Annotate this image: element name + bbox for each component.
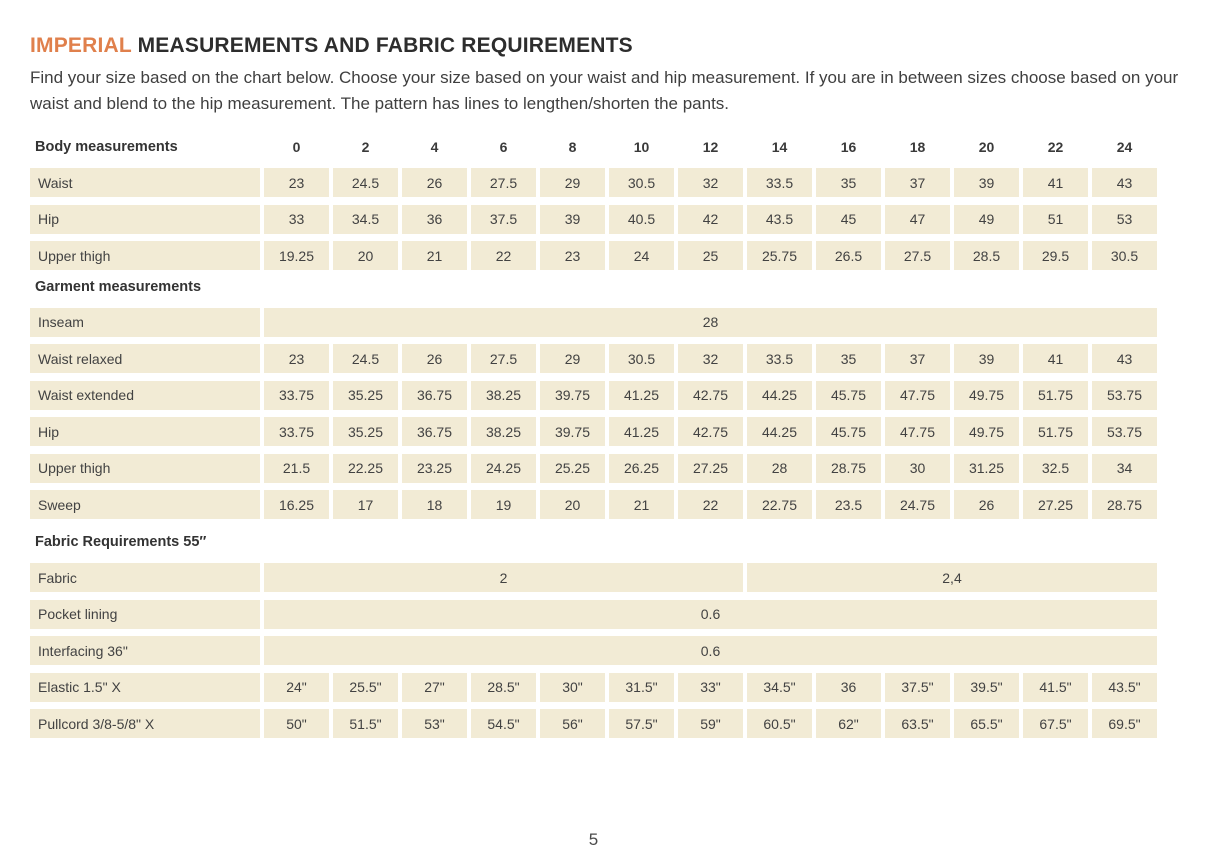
row-label: Waist relaxed [30,344,260,373]
value-cell: 25.25 [540,454,605,483]
value-cell: 28.75 [1092,490,1157,519]
value-cell: 19.25 [264,241,329,270]
table-row [30,205,1157,234]
row-label: Sweep [30,490,260,519]
value-cell: 29 [540,168,605,197]
value-cell: 32 [678,168,743,197]
intro-paragraph: Find your size based on the chart below. Choose your size based on your waist and hip measurement. If you are in between sizes choose based on your waist and blend to the hip measurement. The pattern has lines to lengthen/shorten the pants. [30,68,1179,113]
value-cell: 40.5 [609,205,674,234]
size-chart [30,138,1190,738]
title-rest: MEASUREMENTS AND FABRIC REQUIREMENTS [131,34,633,57]
page-title [30,34,1190,57]
row-label: Interfacing 36" [30,636,260,665]
value-cell: 18 [402,490,467,519]
row-label: Pocket lining [30,600,260,629]
table-row [30,381,1157,410]
span-value-cell: 2 [264,563,743,592]
value-cell: 54.5" [471,709,536,738]
value-cell: 45.75 [816,381,881,410]
size-column-header: 16 [840,139,857,155]
value-cell: 39 [540,205,605,234]
value-cell: 35.25 [333,381,398,410]
value-cell: 34 [1092,454,1157,483]
value-cell: 35 [816,344,881,373]
span-value-cell: 2,4 [747,563,1157,592]
table-row [30,344,1157,373]
value-cell: 41 [1023,344,1088,373]
section-rows [30,308,1190,520]
value-cell: 42 [678,205,743,234]
value-cell: 28.75 [816,454,881,483]
value-cell: 33.5 [747,344,812,373]
row-label: Elastic 1.5" X [30,673,260,702]
value-cell: 56" [540,709,605,738]
size-column-header: 20 [978,139,995,155]
value-cell: 36.75 [402,417,467,446]
row-label: Upper thigh [30,454,260,483]
value-cell: 24.5 [333,168,398,197]
table-row [30,241,1157,270]
value-cell: 30.5 [1092,241,1157,270]
value-cell: 26 [402,344,467,373]
value-cell: 41.25 [609,381,674,410]
section-header-label: Fabric Requirements 55″ [35,534,207,550]
value-cell: 38.25 [471,381,536,410]
row-label: Inseam [30,308,260,337]
size-column-header: 18 [909,139,926,155]
section-header-label: Garment measurements [35,278,202,295]
value-cell: 39.75 [540,417,605,446]
size-column-header: 10 [633,139,650,155]
size-column-header: 14 [771,139,788,155]
value-cell: 57.5" [609,709,674,738]
value-cell: 42.75 [678,381,743,410]
size-column-header: 2 [361,139,370,155]
value-cell: 49.75 [954,417,1019,446]
value-cell: 23.5 [816,490,881,519]
value-cell: 30.5 [609,344,674,373]
value-cell: 30.5 [609,168,674,197]
value-cell: 23 [540,241,605,270]
value-cell: 51.75 [1023,417,1088,446]
value-cell: 22.75 [747,490,812,519]
row-label: Pullcord 3/8-5/8" X [30,709,260,738]
value-cell: 41.5" [1023,673,1088,702]
value-cell: 22 [471,241,536,270]
value-cell: 38.25 [471,417,536,446]
value-cell: 23.25 [402,454,467,483]
value-cell: 25.75 [747,241,812,270]
value-cell: 28 [747,454,812,483]
value-cell: 67.5" [1023,709,1088,738]
value-cell: 26.25 [609,454,674,483]
row-label: Upper thigh [30,241,260,270]
value-cell: 33.75 [264,417,329,446]
value-cell: 23 [264,168,329,197]
value-cell: 34.5" [747,673,812,702]
value-cell: 21.5 [264,454,329,483]
size-column-header: 24 [1116,139,1133,155]
page-number: 5 [588,830,599,849]
value-cell: 26 [402,168,467,197]
value-cell: 37.5" [885,673,950,702]
value-cell: 19 [471,490,536,519]
value-cell: 43.5 [747,205,812,234]
table-row [30,709,1157,738]
value-cell: 21 [609,490,674,519]
value-cell: 60.5" [747,709,812,738]
value-cell: 35 [816,168,881,197]
value-cell: 63.5" [885,709,950,738]
value-cell: 33 [264,205,329,234]
table-row [30,417,1157,446]
value-cell: 47.75 [885,417,950,446]
value-cell: 44.25 [747,381,812,410]
value-cell: 36 [402,205,467,234]
value-cell: 30 [885,454,950,483]
value-cell: 53.75 [1092,417,1157,446]
value-cell: 37.5 [471,205,536,234]
value-cell: 27" [402,673,467,702]
size-column-header: 8 [568,139,577,155]
value-cell: 43 [1092,168,1157,197]
value-cell: 24.5 [333,344,398,373]
size-column-header: 6 [499,139,508,155]
value-cell: 20 [333,241,398,270]
table-row [30,308,1157,337]
value-cell: 44.25 [747,417,812,446]
title-highlight: IMPERIAL [30,34,132,57]
value-cell: 27.5 [471,168,536,197]
value-cell: 37 [885,344,950,373]
value-cell: 62" [816,709,881,738]
value-cell: 39 [954,168,1019,197]
value-cell: 39.75 [540,381,605,410]
value-cell: 24.75 [885,490,950,519]
value-cell: 51.75 [1023,381,1088,410]
section-rows [30,563,1190,738]
value-cell: 22 [678,490,743,519]
value-cell: 59" [678,709,743,738]
value-cell: 16.25 [264,490,329,519]
value-cell: 36 [816,673,881,702]
value-cell: 23 [264,344,329,373]
value-cell: 39.5" [954,673,1019,702]
value-cell: 42.75 [678,417,743,446]
value-cell: 27.25 [678,454,743,483]
value-cell: 22.25 [333,454,398,483]
value-cell: 53" [402,709,467,738]
section-body-measurements [30,138,1190,270]
section-header-row [30,533,1157,551]
table-row [30,563,1157,592]
value-cell: 41.25 [609,417,674,446]
value-cell: 24" [264,673,329,702]
value-cell: 51.5" [333,709,398,738]
table-row [30,168,1157,197]
section-garment-measurements [30,278,1190,520]
value-cell: 28.5" [471,673,536,702]
value-cell: 30" [540,673,605,702]
value-cell: 24 [609,241,674,270]
row-label: Hip [30,205,260,234]
value-cell: 25 [678,241,743,270]
span-value-cell: 0.6 [264,600,1157,629]
value-cell: 37 [885,168,950,197]
row-label: Waist extended [30,381,260,410]
value-cell: 27.25 [1023,490,1088,519]
value-cell: 45 [816,205,881,234]
section-header-row [30,278,1157,296]
section-header-label: Body measurements [35,139,178,155]
value-cell: 32 [678,344,743,373]
section-header-row [30,138,1157,156]
value-cell: 43 [1092,344,1157,373]
value-cell: 34.5 [333,205,398,234]
value-cell: 47.75 [885,381,950,410]
value-cell: 45.75 [816,417,881,446]
value-cell: 47 [885,205,950,234]
value-cell: 29.5 [1023,241,1088,270]
value-cell: 33.5 [747,168,812,197]
size-column-header: 12 [702,139,719,155]
size-column-header: 0 [292,139,301,155]
table-row [30,490,1157,519]
value-cell: 27.5 [471,344,536,373]
value-cell: 49 [954,205,1019,234]
value-cell: 31.5" [609,673,674,702]
value-cell: 27.5 [885,241,950,270]
value-cell: 25.5" [333,673,398,702]
value-cell: 20 [540,490,605,519]
value-cell: 32.5 [1023,454,1088,483]
value-cell: 53.75 [1092,381,1157,410]
table-row [30,636,1157,665]
value-cell: 41 [1023,168,1088,197]
value-cell: 39 [954,344,1019,373]
value-cell: 17 [333,490,398,519]
value-cell: 26.5 [816,241,881,270]
value-cell: 29 [540,344,605,373]
span-value-cell: 0.6 [264,636,1157,665]
value-cell: 49.75 [954,381,1019,410]
table-row [30,600,1157,629]
size-column-header: 22 [1047,139,1064,155]
value-cell: 33" [678,673,743,702]
value-cell: 26 [954,490,1019,519]
row-label: Fabric [30,563,260,592]
table-row [30,454,1157,483]
value-cell: 21 [402,241,467,270]
size-column-header: 4 [430,139,439,155]
value-cell: 35.25 [333,417,398,446]
table-row [30,673,1157,702]
value-cell: 69.5" [1092,709,1157,738]
value-cell: 50" [264,709,329,738]
value-cell: 24.25 [471,454,536,483]
value-cell: 31.25 [954,454,1019,483]
value-cell: 36.75 [402,381,467,410]
row-label: Hip [30,417,260,446]
section-rows [30,168,1190,270]
row-label: Waist [30,168,260,197]
section-fabric-requirements-55 [30,533,1190,738]
value-cell: 53 [1092,205,1157,234]
value-cell: 65.5" [954,709,1019,738]
value-cell: 51 [1023,205,1088,234]
value-cell: 33.75 [264,381,329,410]
value-cell: 28.5 [954,241,1019,270]
value-cell: 43.5" [1092,673,1157,702]
span-value-cell: 28 [264,308,1157,337]
